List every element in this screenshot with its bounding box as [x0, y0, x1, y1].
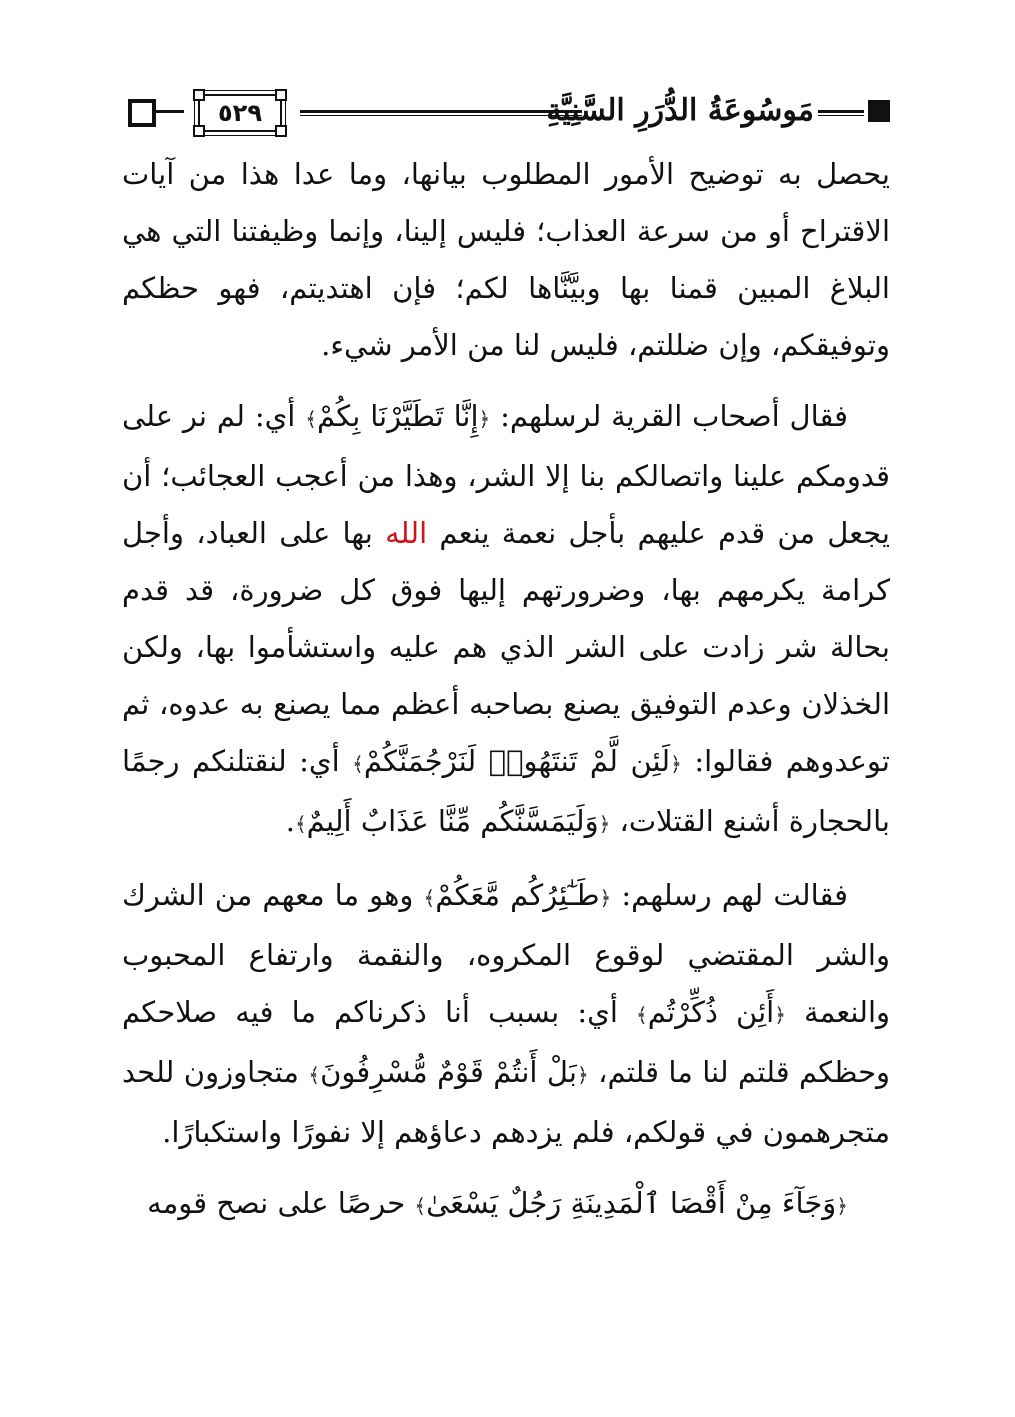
verse-open-ornament: ﴿ — [478, 407, 491, 431]
verse-open-ornament: ﴿ — [599, 886, 612, 910]
header-square-ornament — [868, 100, 890, 122]
verse-close-ornament: ﴾ — [423, 886, 436, 910]
verse-close-ornament: ﴾ — [414, 1194, 427, 1218]
paragraph-4 — [122, 1175, 890, 1235]
verse-open-ornament: ﴿ — [836, 1194, 848, 1218]
quran-verse: أَئِن ذُكِّرْتُم — [647, 995, 775, 1029]
box-corner-ornament — [275, 89, 287, 101]
box-corner-ornament — [275, 125, 287, 137]
verse-close-ornament: ﴾ — [636, 1003, 648, 1027]
box-corner-ornament — [193, 125, 205, 137]
paragraph-text: يحصل به توضيح الأمور المطلوب بيانها، وما عدا هذا من آيات الاقتراح أو من سرعة العذاب؛ فليس إلينا، وإنما وظيفتنا التي هي البلاغ المبين قمنا بها وبيَّنَّاها لكم؛ فإن اهتديتم، فهو حظكم وتوفيقكم، وإن ضللتم، فليس لنا من الأمر شيء. — [122, 157, 890, 362]
text-run: فقالت لهم رسلهم: — [611, 878, 848, 912]
text-run: حرصًا على نصح قومه — [147, 1186, 415, 1220]
verse-close-ornament: ﴾ — [294, 812, 307, 836]
header-rule-right — [818, 110, 864, 116]
quran-verse: إِنَّا تَطَيَّرْنَا بِكُمْ — [316, 399, 479, 433]
paragraph-2 — [122, 388, 890, 853]
text-run: . — [285, 804, 295, 838]
quran-verse: وَجَآءَ مِنْ أَقْصَا ٱلْمَدِينَةِ رَجُلٌ يَسْعَىٰ — [426, 1186, 837, 1220]
verse-close-ornament: ﴾ — [352, 752, 364, 776]
quran-verse: وَلَيَمَسَّنَّكُم مِّنَّا عَذَابٌ أَلِيمٌ — [306, 804, 599, 838]
text-run: بها على العباد، وأجل كرامة يكرمهم بها، وضرورتهم إليها فوق كل ضرورة، قد قدم بحالة شر زادت على الشر الذي هم عليه واستشأموا بها، ولكن الخذلان وعدم التوفيق يصنع بصاحبه أعظم مما يصنع به عدوه، ثم توعدوهم فقالوا: — [122, 516, 890, 778]
paragraph-1 — [122, 146, 890, 374]
text-run: أي: لم نر على قدومكم علينا واتصالكم بنا إلا الشر، وهذا من أعجب العجائب؛ أن يجعل من قدم عليهم بأجل نعمة ينعم — [122, 399, 891, 550]
page-header — [0, 82, 1015, 142]
verse-open-ornament: ﴿ — [670, 752, 682, 776]
verse-open-ornament: ﴿ — [774, 1003, 786, 1027]
text-run: متجاوزون للحد متجرهمون في قولكم، فلم يزدهم دعاؤهم إلا نفورًا واستكبارًا. — [122, 1055, 890, 1149]
text-run: أي: بسبب أنا ذكرناكم ما فيه صلاحكم وحظكم قلتم لنا ما قلتم، — [122, 995, 891, 1089]
text-run: وهو ما معهم من الشرك والشر المقتضي لوقوع المكروه، والنقمة وارتفاع المحبوب والنعمة — [122, 878, 891, 1029]
header-hollow-square-ornament — [128, 99, 156, 127]
box-corner-ornament — [193, 89, 205, 101]
divine-name: الله — [385, 516, 428, 550]
page-number: ٥٢٩ — [218, 99, 262, 127]
verse-open-ornament: ﴿ — [576, 1063, 589, 1087]
book-title: مَوسُوعَةُ الدُّرَرِ السَّنِيَّةِ — [546, 93, 814, 128]
page-number-box — [198, 94, 282, 132]
header-rule-left — [300, 110, 582, 116]
header-rule-stub — [156, 110, 184, 113]
text-run: فقال أصحاب القرية لرسلهم: — [490, 399, 848, 433]
verse-open-ornament: ﴿ — [598, 812, 611, 836]
quran-verse: لَئِن لَّمْ تَنتَهُوا۟ لَنَرْجُمَنَّكُمْ — [363, 744, 671, 778]
body-text — [122, 146, 890, 1249]
quran-verse: طَـٰٓئِرُكُم مَّعَكُمْ — [435, 878, 600, 912]
text-run: أي: لنقتلنكم رجمًا بالحجارة أشنع القتلات، — [122, 744, 890, 838]
verse-close-ornament: ﴾ — [305, 407, 317, 431]
paragraph-3 — [122, 867, 890, 1161]
quran-verse: بَلْ أَنتُمْ قَوْمٌ مُّسْرِفُونَ — [320, 1055, 577, 1089]
verse-close-ornament: ﴾ — [308, 1063, 321, 1087]
